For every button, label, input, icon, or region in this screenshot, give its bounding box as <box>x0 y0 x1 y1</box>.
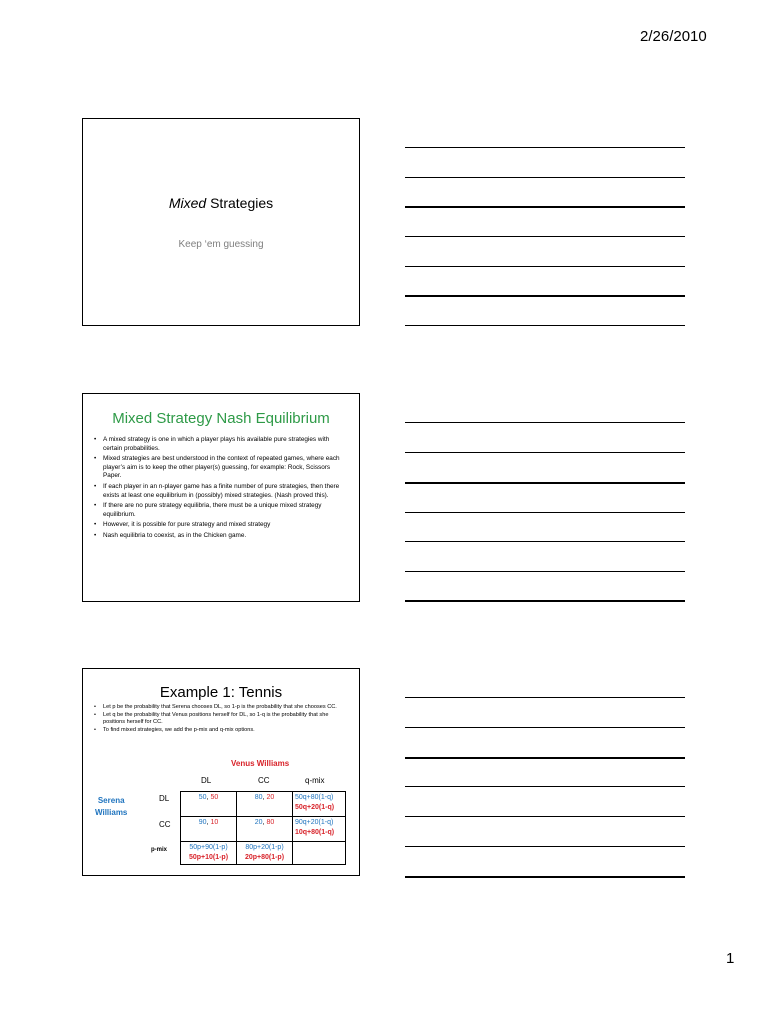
cell-value-serena: 20 <box>254 819 263 826</box>
cell-value-serena: 90 <box>198 819 207 826</box>
note-line <box>405 786 685 787</box>
cell-value-venus: 50p+10(1-p) <box>188 854 229 861</box>
note-line <box>405 541 685 542</box>
note-line <box>405 295 685 297</box>
row-header-cc: CC <box>159 820 171 829</box>
cell-value-serena: 90q+20(1-q) <box>295 819 334 826</box>
note-line <box>405 757 685 759</box>
note-line <box>405 482 685 484</box>
note-line <box>405 876 685 878</box>
bullet-item: • If there are no pure strategy equilibria, there must be a unique mixed strategy equilibrium. <box>91 502 349 519</box>
cell-pmix-dl <box>181 842 237 865</box>
cell-value-venus: 50q+20(1-q) <box>295 804 335 811</box>
bullet-item: • Let q be the probability that Venus positions herself for DL, so 1-q is the probability that she positions herself for CC. <box>91 712 349 726</box>
cell-separator: , <box>206 794 211 801</box>
note-line <box>405 571 685 572</box>
cell-value-venus: 50 <box>210 794 219 801</box>
row-header-dl: DL <box>159 794 170 803</box>
bullet-item: • To find mixed strategies, we add the p-mix and q-mix options. <box>91 727 349 734</box>
row-player-first: Serena <box>97 796 125 805</box>
matrix-row-dl <box>181 792 346 817</box>
note-line <box>405 266 685 267</box>
page-date: 2/26/2010 <box>640 28 707 45</box>
cell-cc-qmix <box>293 817 346 842</box>
cell-value-serena: 80p+20(1-p) <box>245 844 284 851</box>
note-line <box>405 236 685 237</box>
matrix-row-pmix <box>181 842 346 865</box>
col-header-dl: DL <box>201 776 212 785</box>
bullet-item: • A mixed strategy is one in which a player plays his available pure strategies with certain probabilities. <box>91 436 349 453</box>
cell-pmix-qmix <box>293 842 346 865</box>
bullet-item: • Nash equilibria to coexist, as in the Chicken game. <box>91 532 349 541</box>
slide-1 <box>82 118 360 326</box>
note-line <box>405 452 685 453</box>
note-line <box>405 177 685 178</box>
slide-2-bullet-list <box>91 436 349 543</box>
bullet-item: • Let p be the probability that Serena chooses DL, so 1-p is the probability that she chooses CC. <box>91 704 349 711</box>
cell-value-venus: 20p+80(1-p) <box>244 854 285 861</box>
cell-dl-qmix <box>293 792 346 817</box>
column-player-label: Venus Williams <box>231 759 290 768</box>
bullet-item: • If each player in an n-player game has a finite number of pure strategies, then there exists at least one equilibrium in (possibly) mixed strategies. (Nash proved this). <box>91 483 349 500</box>
slide-1-title <box>83 195 359 211</box>
slide-1-title-rest: Strategies <box>206 195 274 211</box>
note-line <box>405 846 685 847</box>
slide-2-title: Mixed Strategy Nash Equilibrium <box>112 410 330 427</box>
bullet-item: • Mixed strategies are best understood in the context of repeated games, where each player’s aim is to keep the other player(s) guessing, for example: Rock, Scissors Paper. <box>91 455 349 481</box>
row-header-pmix: p-mix <box>151 847 168 853</box>
row-player-label <box>95 795 127 819</box>
cell-value-serena: 50 <box>198 794 207 801</box>
note-line <box>405 325 685 326</box>
note-line <box>405 422 685 423</box>
note-line <box>405 816 685 817</box>
page-number: 1 <box>726 950 735 967</box>
cell-separator: , <box>206 819 211 826</box>
note-line <box>405 727 685 728</box>
slide-1-subtitle: Keep ‘em guessing <box>178 239 264 250</box>
cell-cc-dl <box>181 817 237 842</box>
cell-cc-cc <box>237 817 293 842</box>
note-line <box>405 512 685 513</box>
cell-dl-dl <box>181 792 237 817</box>
note-line <box>405 206 685 208</box>
cell-separator: , <box>262 819 267 826</box>
slide-2 <box>82 393 360 602</box>
cell-value-venus: 10q+80(1-q) <box>295 829 335 836</box>
matrix-row-cc <box>181 817 346 842</box>
cell-value-venus: 20 <box>266 794 275 801</box>
col-header-qmix: q-mix <box>305 776 325 785</box>
cell-value-serena: 80 <box>254 794 263 801</box>
cell-separator: , <box>262 794 267 801</box>
row-player-last: Williams <box>95 808 128 817</box>
col-header-cc: CC <box>258 776 270 785</box>
note-line <box>405 600 685 602</box>
note-line <box>405 147 685 148</box>
bullet-item: • However, it is possible for pure strategy and mixed strategy <box>91 521 349 530</box>
slide-1-title-italic: Mixed <box>168 195 207 211</box>
slide-3 <box>82 668 360 876</box>
slide-3-title: Example 1: Tennis <box>159 684 283 701</box>
cell-pmix-cc <box>237 842 293 865</box>
slide-3-bullet-list <box>91 704 349 735</box>
cell-value-serena: 50p+90(1-p) <box>189 844 228 851</box>
cell-value-venus: 80 <box>266 819 275 826</box>
cell-dl-cc <box>237 792 293 817</box>
payoff-matrix <box>180 791 346 865</box>
cell-value-serena: 50q+80(1-q) <box>295 794 334 801</box>
cell-value-venus: 10 <box>210 819 219 826</box>
note-line <box>405 697 685 698</box>
